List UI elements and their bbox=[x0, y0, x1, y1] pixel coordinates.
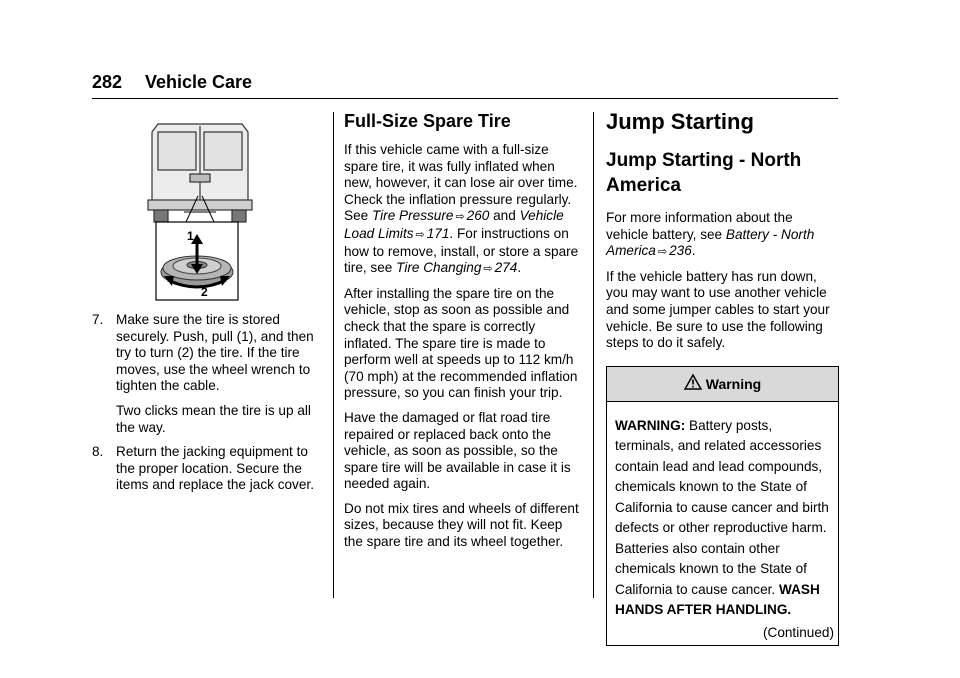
paragraph: For more information about the vehicle battery, see Battery - North America ⇨ 236. bbox=[606, 210, 815, 259]
step-text: Make sure the tire is stored securely. Push, pull (1), and then try to turn (2) the tire. If the tire moves, use the wheel wrench to tighten the cable. bbox=[116, 312, 314, 394]
paragraph: If the vehicle battery has run down, you may want to use another vehicle and some jumper cables to start your vehicle. Be sure to use the following steps to do it safely. bbox=[606, 268, 830, 351]
paragraph: Have the damaged or flat road tire repaired or replaced back onto the vehicle, as soon as possible, so the spare tire will be available in case it is needed again. bbox=[344, 409, 571, 492]
callout-label-2: 2 bbox=[201, 285, 208, 299]
warning-title: Warning bbox=[705, 375, 762, 392]
left-column bbox=[92, 112, 328, 502]
warning-triangle-icon bbox=[684, 368, 702, 402]
middle-column bbox=[344, 110, 580, 559]
section-heading: Full-Size Spare Tire bbox=[344, 111, 511, 131]
spare-tire-illustration bbox=[92, 112, 328, 302]
step-text: Return the jacking equipment to the proper location. Secure the items and replace the jack cover. bbox=[116, 444, 314, 493]
page-header bbox=[92, 62, 838, 99]
right-column bbox=[606, 108, 838, 646]
page-ref-arrow-icon: ⇨ bbox=[415, 228, 425, 241]
list-item bbox=[92, 444, 328, 494]
warning-box bbox=[606, 366, 839, 647]
warning-text: Battery posts, terminals, and related accessories contain lead and lead compounds, chemicals known to the State of California to cause cancer and birth defects or other reproductive harm. Batteries also contain other chemicals known to the State of California to cause cancer. bbox=[615, 417, 829, 597]
paragraph: If this vehicle came with a full-size spare tire, it was fully inflated when new, however, it can lose air over time. Check the inflation pressure regularly. See Tire Pressure ⇨ 260 and Vehicle Load Limits ⇨ 171. For instructions on how to remove, install, or store a spare tire, see Tire Changing ⇨ 274. bbox=[344, 142, 579, 276]
paragraph-text: For more information about the vehicle battery, see bbox=[606, 210, 793, 242]
warning-emphasis: WASH HANDS AFTER HANDLING. bbox=[615, 581, 820, 618]
warning-header bbox=[607, 367, 838, 402]
tire-changing-link[interactable]: Tire Changing ⇨ 274 bbox=[396, 260, 518, 276]
page-number: 282 bbox=[92, 72, 123, 92]
step-number: 7. bbox=[92, 312, 104, 327]
tire-pressure-link[interactable]: Tire Pressure ⇨ 260 bbox=[371, 208, 490, 224]
warning-body bbox=[607, 402, 838, 625]
vehicle-load-limits-link[interactable]: Vehicle Load Limits ⇨ 171 bbox=[344, 208, 564, 241]
column-divider bbox=[593, 112, 594, 598]
list-item bbox=[92, 312, 328, 436]
van-rear-spare-tire-diagram bbox=[92, 112, 328, 302]
step-subtext: Two clicks mean the tire is up all the way. bbox=[116, 402, 311, 435]
warning-lead: WARNING: bbox=[615, 417, 686, 433]
continued-label: (Continued) bbox=[762, 624, 834, 640]
paragraph: Do not mix tires and wheels of different sizes, because they will not fit. Keep the spare tire and its wheel together. bbox=[344, 500, 579, 550]
van-rear-icon bbox=[148, 124, 252, 222]
chapter-heading: Jump Starting bbox=[606, 109, 754, 134]
battery-link[interactable]: Battery - North America ⇨ 236 bbox=[606, 226, 815, 259]
paragraph-text: See bbox=[344, 208, 369, 224]
section-title: Vehicle Care bbox=[145, 72, 253, 92]
page-ref-arrow-icon: ⇨ bbox=[483, 263, 493, 276]
callout-label-1: 1 bbox=[187, 229, 194, 243]
paragraph-text: If this vehicle came with a full-size spare tire, it was fully inflated when new, however, it can lose air over time. Check the inflation pressure regularly. bbox=[344, 142, 578, 207]
subsection-heading: Jump Starting - North America bbox=[606, 150, 802, 196]
page-ref-arrow-icon: ⇨ bbox=[657, 246, 668, 259]
page-ref-arrow-icon: ⇨ bbox=[455, 211, 465, 224]
paragraph-text: . For instructions on how to remove, install, or store a spare tire, see bbox=[344, 225, 579, 276]
paragraph-text: and bbox=[493, 208, 516, 224]
column-divider bbox=[333, 112, 334, 598]
step-list bbox=[92, 312, 328, 494]
step-number: 8. bbox=[92, 444, 104, 460]
paragraph: After installing the spare tire on the vehicle, stop as soon as possible and check that the spare is correctly inflated. The spare tire is made to perform well at speeds up to 112 km/h (70 mph) at the recommended inflation pressure, so you can finish your trip. bbox=[344, 285, 578, 401]
